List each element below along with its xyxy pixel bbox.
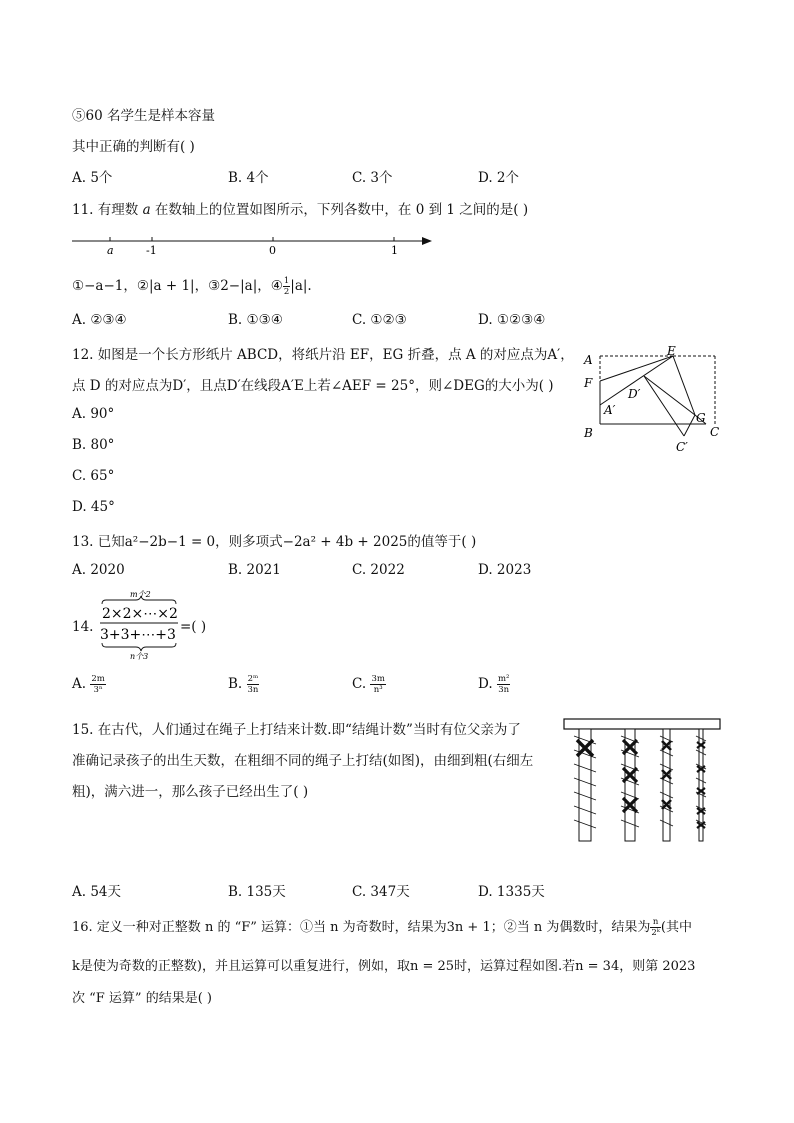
q12-option-b: B. 80° — [72, 437, 115, 453]
q13-option-c: C. 2022 — [352, 562, 405, 578]
q13-stem: 13. 已知a²−2b−1 = 0，则多项式−2a² + 4b + 2025的值等于( ) — [72, 534, 477, 550]
fig-label-A-prime: A′ — [604, 403, 616, 417]
q15-option-b: B. 135天 — [228, 884, 286, 900]
q15-line1: 15. 在古代，人们通过在绳子上打结来计数.即“结绳计数”当时有位父亲为了 — [72, 722, 521, 738]
q10-item5: ⑤60 名学生是样本容量 — [72, 108, 215, 124]
q16-fraction: $\frac{n}{\text{2ᵏ}}$ — [651, 917, 660, 938]
q12-line2: 点 D 的对应点为D′，且点D′在线段A′E上若∠AEF = 25°，则∠DEG的大小为( ) — [72, 378, 554, 394]
axis-label-neg1: -1 — [146, 244, 157, 257]
fig-label-D-prime: D′ — [628, 387, 641, 401]
q13-option-b: B. 2021 — [228, 562, 281, 578]
q12-line1: 12. 如图是一个长方形纸片 ABCD，将纸片沿 EF，EG 折叠，点 A 的对应点为A′， — [72, 347, 574, 363]
q14-denominator: 3+3+⋯+3 — [100, 627, 176, 643]
q10-option-a: A. 5个 — [72, 170, 113, 186]
q13-option-d: D. 2023 — [478, 562, 532, 578]
q11-stem: 11. 有理数 a 在数轴上的位置如图所示，下列各数中，在 0 到 1 之间的是( ) — [72, 202, 529, 218]
axis-label-1: 1 — [391, 244, 398, 257]
fig-label-F: F — [584, 376, 593, 390]
q11-option-a: A. ②③④ — [72, 312, 127, 328]
q11-option-b: B. ①③④ — [228, 312, 283, 328]
q15-option-d: D. 1335天 — [478, 884, 545, 900]
axis-label-0: 0 — [269, 244, 276, 257]
q14-expression — [96, 588, 186, 660]
q15-option-a: A. 54天 — [72, 884, 122, 900]
fig-label-E: E — [667, 346, 676, 358]
q14-top-brace-label: m个2 — [130, 590, 151, 599]
fig-label-G: G — [696, 411, 706, 425]
q14-option-c: C. $\frac{3m}{\text{n³}}$ — [352, 674, 385, 695]
q14-option-a: A. $\frac{2m}{\text{3ⁿ}}$ — [72, 674, 105, 695]
q14-number: 14. — [72, 619, 94, 635]
q12-option-a: A. 90° — [72, 406, 115, 422]
fig-label-B: B — [584, 426, 593, 440]
q10-option-c: C. 3个 — [352, 170, 393, 186]
q14-equals: =( ) — [180, 619, 207, 635]
q10-option-b: B. 4个 — [228, 170, 269, 186]
q11-number-line — [66, 228, 438, 258]
q16-line2: k是使为奇数的正整数)，并且运算可以重复进行，例如，取n = 25时，运算过程如图.若n = 34，则第 2023 — [72, 959, 696, 974]
q14-bottom-brace-label: n个3 — [130, 652, 149, 660]
q16-line3: 次 “F 运算” 的结果是( ) — [72, 991, 212, 1006]
q11-option-d: D. ①②③④ — [478, 312, 546, 328]
fig-label-C: C — [710, 425, 720, 439]
q15-option-c: C. 347天 — [352, 884, 410, 900]
q11-option-c: C. ①②③ — [352, 312, 407, 328]
q15-line2: 准确记录孩子的出生天数，在粗细不同的绳子上打结(如图)，由细到粗(右细左 — [72, 753, 534, 769]
q12-option-c: C. 65° — [72, 468, 115, 484]
q10-option-d: D. 2个 — [478, 170, 520, 186]
q10-stem: 其中正确的判断有( ) — [72, 139, 195, 155]
fig-label-A: A — [584, 353, 593, 367]
q16-line1: 16. 定义一种对正整数 n 的 “F” 运算：①当 n 为奇数时，结果为3n + 1；②当 n 为偶数时，结果为 $\frac{n}{\text{2ᵏ}}$ (其中 — [72, 917, 692, 938]
half-fraction: $\frac{1}{2}$ — [283, 276, 290, 297]
q15-line3: 粗)，满六进一，那么孩子已经出生了( ) — [72, 784, 309, 800]
q15-knot-figure — [562, 716, 722, 844]
q11-items: ①−a−1，②|a + 1|，③2−|a|，④ $\frac{1}{2}$ |a|. — [72, 276, 312, 297]
q14-option-b: B. $\frac{\text{2ᵐ}}{3n}$ — [228, 674, 259, 695]
q12-option-d: D. 45° — [72, 499, 115, 515]
q13-option-a: A. 2020 — [72, 562, 125, 578]
q12-folding-figure — [578, 346, 728, 458]
fig-label-C-prime: C′ — [676, 440, 688, 454]
q14-option-d: D. $\frac{\text{m²}}{3n}$ — [478, 674, 510, 695]
q14-numerator: 2×2×⋯×2 — [102, 606, 178, 622]
axis-label-a: a — [107, 244, 114, 257]
